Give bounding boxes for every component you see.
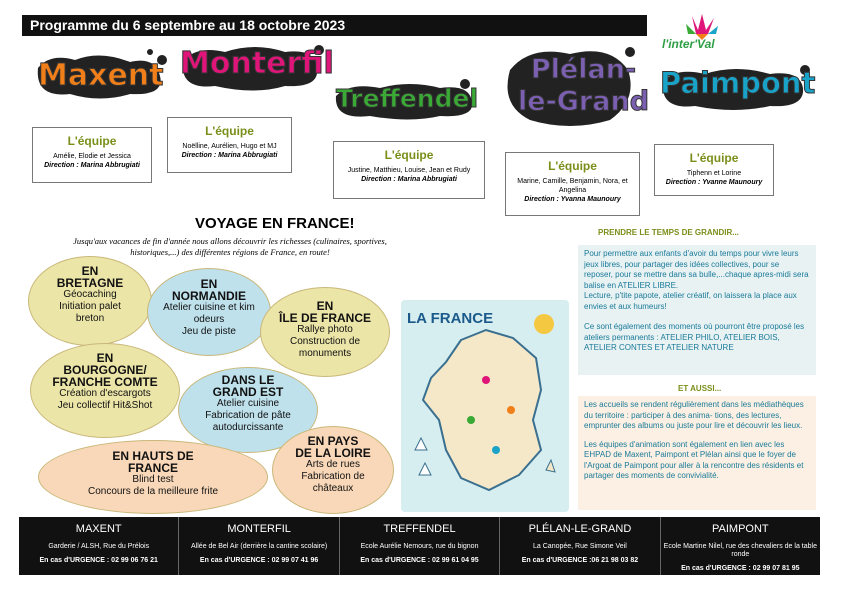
side-title-temps: PRENDRE LE TEMPS DE GRANDIR... — [598, 228, 739, 237]
activity: Création d'escargots — [59, 388, 151, 399]
region-prefix: EN — [316, 299, 334, 313]
activity: Initiation palet — [59, 301, 121, 312]
footer-town: PAIMPONT — [712, 523, 769, 535]
region-name: ÎLE DE FRANCE — [278, 311, 371, 325]
side-para: Lecture, p'tite papote, atelier créatif, on laissera la place aux envies et aux humeurs! — [584, 291, 797, 311]
town-title-paimpont: Paimpont — [660, 66, 816, 100]
activity: monuments — [298, 348, 352, 359]
region-name: GRAND EST — [212, 385, 284, 399]
team-members: Amélie, Elodie et Jessica — [53, 153, 131, 160]
team-card-maxent — [32, 127, 152, 183]
side-title-aussi: ET AUSSI... — [678, 384, 722, 393]
footer-town: PLÉLAN-LE-GRAND — [528, 523, 632, 535]
footer-address: Allée de Bel Air (derrière la cantine scolaire) — [191, 543, 328, 550]
activity: Construction de — [289, 336, 361, 347]
region-prefix: EN HAUTS DE — [112, 449, 194, 463]
footer-col-maxent — [19, 517, 178, 575]
footer-address: La Canopée, Rue Simone Veil — [533, 543, 627, 550]
footer-urgence: En cas d'URGENCE :06 21 98 03 82 — [521, 557, 639, 564]
activity: Blind test — [132, 474, 174, 485]
map-title: LA FRANCE — [407, 310, 494, 327]
region-prefix: EN PAYS — [307, 434, 359, 448]
side-box-aussi — [578, 396, 816, 510]
footer-urgence: En cas d'URGENCE : 02 99 06 76 21 — [39, 557, 158, 564]
region-name: FRANCE — [128, 461, 178, 475]
region-ile-de-france — [260, 287, 390, 377]
side-para: Pour permettre aux enfants d'avoir du temps pour vivre leurs jeux libres, pour partager des idées collectives, pour se reposer, pour se mettre dans sa bulle,...chaque apres-midi sera balise en ATELIER LIBRE. — [584, 249, 809, 290]
activity: Concours de la meilleure frite — [87, 486, 219, 497]
side-para: Ce sont également des moments où pourront être proposé les ateliers permanents : ATELIER PHILO, ATELIER BOIS, ATELIER CONTES ET ATELIER NATURE — [584, 322, 805, 352]
contact-footer — [19, 517, 820, 575]
footer-col-plelan — [499, 517, 659, 575]
team-direction: Direction : Yvanne Maunoury — [665, 179, 763, 186]
team-label: L'équipe — [384, 148, 434, 162]
region-prefix: EN — [200, 277, 218, 291]
region-pays-de-la-loire — [272, 426, 394, 514]
side-box-temps — [578, 245, 816, 375]
team-label: L'équipe — [67, 134, 117, 148]
footer-town: TREFFENDEL — [383, 523, 456, 535]
footer-col-monterfil — [178, 517, 338, 575]
footer-town: MONTERFIL — [227, 523, 291, 535]
region-prefix: DANS LE — [221, 373, 275, 387]
town-title-treffendel: Treffendel — [336, 84, 479, 113]
france-map-icon — [401, 300, 569, 512]
team-direction: Direction : Marina Abbrugiati — [44, 162, 140, 169]
activity: Rallye photo — [297, 324, 353, 335]
activity: Géocaching — [63, 289, 117, 300]
activity: Arts de rues — [306, 459, 360, 470]
footer-urgence: En cas d'URGENCE : 02 99 07 41 96 — [199, 557, 319, 564]
region-name: DE LA LOIRE — [295, 446, 371, 460]
footer-col-treffendel — [339, 517, 499, 575]
footer-town: MAXENT — [75, 523, 122, 535]
region-normandie — [147, 268, 271, 356]
team-card-treffendel — [333, 141, 485, 199]
team-card-monterfil — [167, 117, 292, 173]
region-hauts-de-france — [38, 440, 268, 514]
region-prefix: EN — [81, 264, 99, 278]
region-name: BRETAGNE — [56, 276, 124, 290]
town-title-monterfil: Monterfil — [180, 46, 334, 81]
activity: Fabrication de pâte — [205, 410, 291, 421]
activity: Atelier cuisine — [216, 398, 280, 409]
region-name: NORMANDIE — [172, 289, 246, 303]
voyage-intro: Jusqu'aux vacances de fin d'année nous allons découvrir les richesses (culinaires, sportives, historiques,...) des différentes régions de France, en route! — [73, 236, 387, 257]
team-direction: Direction : Marina Abbrugiati — [361, 176, 457, 183]
region-prefix: EN — [96, 351, 114, 365]
team-members: Justine, Matthieu, Louise, Jean et Rudy — [347, 167, 471, 174]
voyage-title: VOYAGE EN FRANCE! — [195, 215, 355, 232]
side-para: Les équipes d'animation sont également en lien avec les EHPAD de Maxent, Paimpont et Plélan ainsi que le foyer de l'Argoat de Paimpont pour aller à la rencontre des résidents et partager des moments de convivialité. — [584, 439, 804, 480]
town-title-plelan — [518, 54, 649, 118]
team-card-plelan — [505, 152, 640, 216]
side-para: Les accueils se rendent régulièrement dans les médiathèques du territoire : participer à des anima- tions, des lectures, emprunter des albums ou juste pour lire et découvrir les lieux. — [584, 400, 804, 430]
team-direction: Direction : Marina Abbrugiati — [181, 152, 278, 159]
region-bourgogne — [30, 343, 180, 438]
team-label: L'équipe — [205, 124, 254, 138]
team-label: L'équipe — [548, 159, 597, 173]
team-direction: Direction : Yvanna Maunoury — [524, 196, 621, 203]
town-title-maxent: Maxent — [38, 58, 164, 93]
programme-header: Programme du 6 septembre au 18 octobre 2023 — [22, 15, 647, 36]
region-name: BOURGOGNE/ FRANCHE COMTE — [52, 363, 158, 389]
footer-address: Garderie / ALSH, Rue du Prélois — [48, 543, 150, 550]
footer-address: Ecole Martine Nilel, rue des chevaliers de la table ronde — [663, 543, 817, 558]
logo-text: l'inter'Val — [662, 37, 715, 51]
team-label: L'équipe — [689, 151, 739, 165]
team-members: Marine, Camille, Benjamin, Nora, et Angelina — [517, 178, 628, 194]
footer-urgence: En cas d'URGENCE : 02 99 07 81 95 — [681, 565, 800, 572]
footer-urgence: En cas d'URGENCE : 02 99 61 04 95 — [360, 557, 479, 564]
activity: odeurs — [193, 314, 225, 325]
footer-col-paimpont — [660, 517, 820, 575]
activity: châteaux — [312, 483, 354, 494]
france-map-illustration — [401, 300, 569, 512]
region-bretagne — [28, 256, 152, 346]
activity: Atelier cuisine et kim — [163, 302, 255, 313]
activity: breton — [75, 313, 105, 324]
activity: autodurcissante — [212, 422, 284, 433]
team-members: Noëlline, Aurélien, Hugo et MJ — [182, 143, 277, 150]
activity: Fabrication de — [301, 471, 365, 482]
team-members: Tiphenn et Lorine — [686, 170, 742, 177]
team-card-paimpont — [654, 144, 774, 196]
town-title-plelan-line2: le-Grand — [518, 86, 650, 117]
activity: Jeu collectif Hit&Shot — [57, 400, 153, 411]
activity: Jeu de piste — [182, 326, 236, 337]
footer-address: Ecole Aurélie Nemours, rue du bignon — [360, 543, 479, 550]
town-title-plelan-line1: Plélan- — [530, 54, 637, 85]
